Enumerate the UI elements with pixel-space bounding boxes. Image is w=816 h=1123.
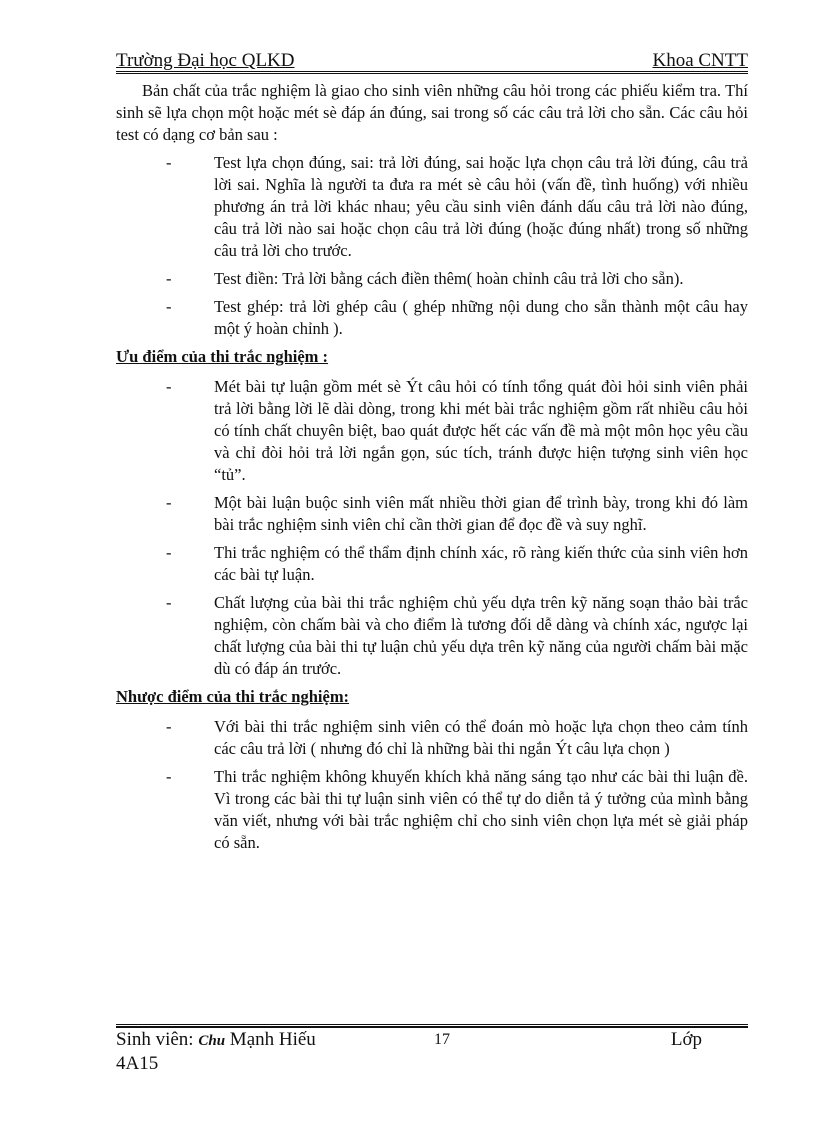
dash-bullet: - — [166, 767, 172, 786]
list-item-text: Test điền: Trả lời bằng cách điền thêm( hoàn chỉnh câu trả lời cho sẵn). — [214, 269, 684, 288]
list-item-text: Thi trắc nghiệm có thể thẩm định chính xác, rõ ràng kiến thức của sinh viên hơn các bài tự luận. — [214, 543, 748, 584]
test-types-list — [116, 152, 748, 340]
list-item-text: Với bài thi trắc nghiệm sinh viên có thể đoán mò hoặc lựa chọn theo cảm tính các câu trả lời ( nhưng đó chỉ là những bài thi ngắn Ýt câu lựa chọn ) — [214, 717, 748, 758]
class-code: 4A15 — [116, 1053, 159, 1074]
dash-bullet: - — [166, 593, 172, 612]
list-item — [116, 542, 748, 586]
dash-bullet: - — [166, 153, 172, 172]
dash-bullet: - — [166, 543, 172, 562]
list-item — [116, 268, 748, 290]
list-item-text: Mét bài tự luận gồm mét sè Ýt câu hỏi có tính tổng quát đòi hỏi sinh viên phải trả lời bằng lời lẽ dài dòng, trong khi mét bài trắc nghiệm gồm rất nhiều câu hỏi có tính chất chuyên biệt, bao quát được hết các vấn đề mà một môn học yêu cầu và chỉ đòi hỏi trả lời ngắn gọn, súc tích, tránh được hiện tượng sinh viên học “tủ”. — [214, 377, 748, 484]
list-item — [116, 296, 748, 340]
disadvantages-heading: Nhược điểm của thi trắc nghiệm: — [116, 687, 350, 706]
dash-bullet: - — [166, 377, 172, 396]
page-number: 17 — [434, 1031, 450, 1048]
disadvantages-list — [116, 716, 748, 854]
student-name: Mạnh Hiếu — [229, 1029, 316, 1050]
dash-bullet: - — [166, 297, 172, 316]
list-item-text: Test ghép: trả lời ghép câu ( ghép những nội dung cho sẵn thành một câu hay một ý hoàn chỉnh ). — [214, 297, 748, 338]
list-item-text: Thi trắc nghiệm không khuyến khích khả năng sáng tạo như các bài thi luận đề. Vì trong các bài thi tự luận sinh viên có thể tự do diễn tả ý tưởng của mình bằng văn viết, nhưng với bài trắc nghiệm chỉ cho sinh viên chọn lựa mét sè giải pháp có sẵn. — [214, 767, 748, 852]
student-label: Sinh viên: — [116, 1029, 194, 1050]
list-item-text: Test lựa chọn đúng, sai: trả lời đúng, sai hoặc lựa chọn câu trả lời đúng, câu trả lời sai. Nghĩa là người ta đưa ra mét sè câu hỏi (vấn đề, tình huống) với nhiều phương án trả lời khác nhau; yêu cầu sinh viên đánh dấu câu trả lời nào đúng, câu trả lời nào sai hoặc chọn câu trả lời đúng (hoặc đúng nhất) trong số những câu trả lời cho trước. — [214, 153, 748, 260]
header-rule — [116, 71, 748, 74]
list-item-text: Một bài luận buộc sinh viên mất nhiều thời gian để trình bày, trong khi đó làm bài trắc nghiệm sinh viên chỉ cần thời gian để đọc đề và suy nghĩ. — [214, 493, 748, 534]
student-initial: Chu — [198, 1033, 226, 1049]
document-body — [116, 80, 748, 860]
header-faculty: Khoa CNTT — [652, 50, 748, 71]
list-item — [116, 766, 748, 854]
list-item — [116, 152, 748, 262]
list-item — [116, 716, 748, 760]
list-item — [116, 376, 748, 486]
advantages-heading: Ưu điểm của thi trắc nghiệm : — [116, 347, 329, 366]
list-item — [116, 592, 748, 680]
header-university: Trường Đại học QLKD — [116, 50, 295, 71]
dash-bullet: - — [166, 717, 172, 736]
advantages-list — [116, 376, 748, 680]
student-info — [116, 1028, 316, 1053]
class-label: Lớp — [670, 1029, 702, 1050]
list-item — [116, 492, 748, 536]
dash-bullet: - — [166, 269, 172, 288]
list-item-text: Chất lượng của bài thi trắc nghiệm chủ yếu dựa trên kỹ năng soạn thảo bài trắc nghiệm, còn chấm bài và cho điểm là tương đối dễ dàng và chính xác, ngược lại chất lượng của bài thi tự luận chủ yếu dựa trên kỹ năng của người chấm bài mặc dù có đáp án trước. — [214, 593, 748, 678]
intro-paragraph: Bản chất của trắc nghiệm là giao cho sinh viên những câu hỏi trong các phiếu kiểm tra. Thí sinh sẽ lựa chọn một hoặc mét sè đáp án đúng, sai trong số các câu trả lời cho sẵn. Các câu hỏi test có dạng cơ bản sau : — [116, 81, 748, 144]
dash-bullet: - — [166, 493, 172, 512]
